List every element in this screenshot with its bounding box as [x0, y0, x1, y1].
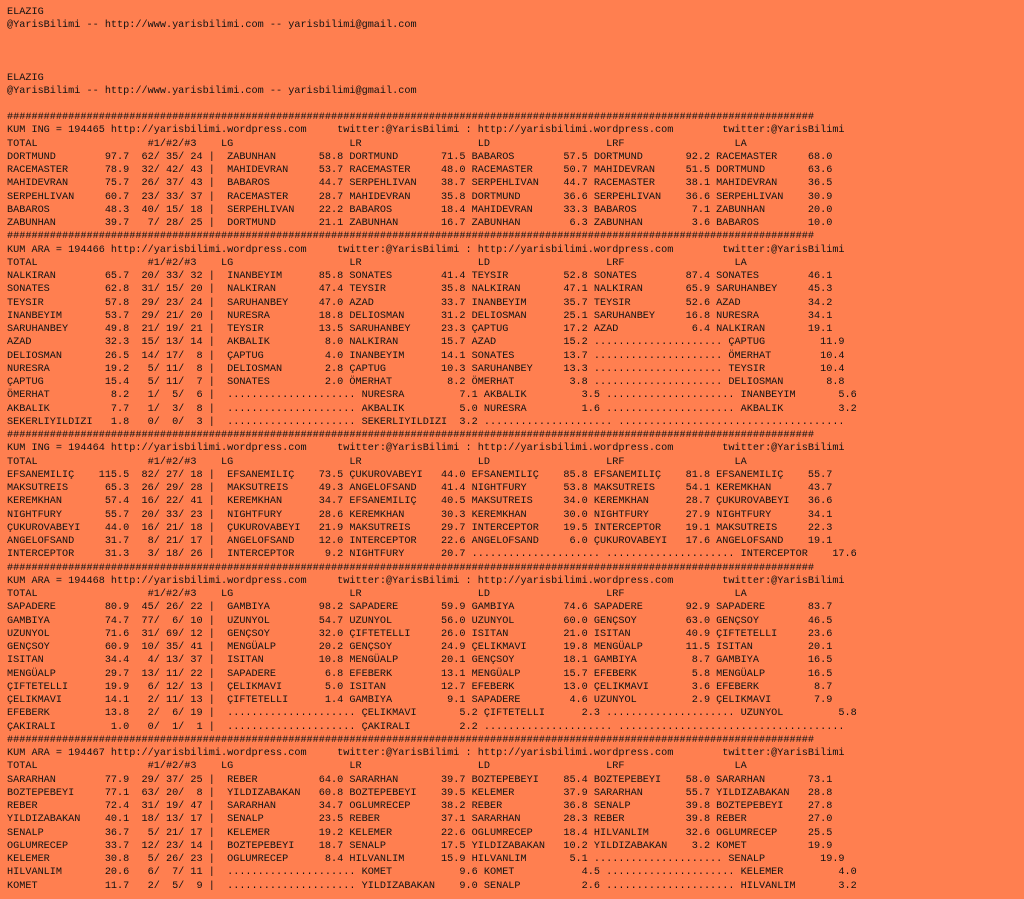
table-row: REBER 72.4 31/ 19/ 47 | SARARHAN 34.7 OGLUMRECEP 38.2 REBER 36.8 SENALP 39.8 BOZTEPEBEYI 27.8: [7, 801, 833, 812]
separator-line: ####################################################################################################################################: [7, 734, 814, 746]
column-header: TOTAL #1/#2/#3 LG LR LD LRF LA: [7, 138, 747, 150]
separator-line: ####################################################################################################################################: [7, 430, 814, 441]
table-row: NIGHTFURY 55.7 20/ 33/ 23 | NIGHTFURY 28.6 KEREMKHAN 30.3 KEREMKHAN 30.0 NIGHTFURY 27.9 NIGHTFURY 34.1: [7, 509, 833, 521]
table-row: GAMBIYA 74.7 77/ 6/ 10 | UZUNYOL 54.7 UZUNYOL 56.0 UZUNYOL 60.0 GENÇSOY 63.0 GENÇSOY 46.5: [7, 615, 833, 627]
table-row: SEKERLIYILDIZI 1.8 0/ 0/ 3 | ..................... SEKERLIYILDIZI 3.2 ..................... .....................................: [7, 416, 845, 428]
table-row: HILVANLIM 20.6 6/ 7/ 11 | ..................... KOMET 9.6 KOMET 4.5 ..................... KELEMER 4.0: [7, 867, 857, 879]
separator-line: ####################################################################################################################################: [7, 562, 814, 574]
race-header: KUM ARA = 194467 http://yarisbilimi.wordpress.com twitter:@YarisBilimi : http://yarisbilimi.wordpress.com twitter:@YarisBilimi: [7, 748, 845, 759]
table-row: MAHIDEVRAN 75.7 26/ 37/ 43 | BABAROS 44.7 SERPEHLIVAN 38.7 SERPEHLIVAN 44.7 RACEMASTER 38.1 MAHIDEVRAN 36.5: [7, 178, 833, 190]
table-row: INANBEYIM 53.7 29/ 21/ 20 | NURESRA 18.8 DELIOSMAN 31.2 DELIOSMAN 25.1 SARUHANBEY 16.8 NURESRA 34.1: [7, 310, 833, 322]
header-contact: @YarisBilimi -- http://www.yarisbilimi.com -- yarisbilimi@gmail.com: [7, 20, 417, 32]
race-header: KUM ING = 194464 http://yarisbilimi.wordpress.com twitter:@YarisBilimi : http://yarisbilimi.wordpress.com twitter:@YarisBilimi: [7, 443, 845, 455]
table-row: MENGÜALP 29.7 13/ 11/ 22 | SAPADERE 6.8 EFEBERK 13.1 MENGÜALP 15.7 EFEBERK 5.8 MENGÜALP 16.5: [7, 668, 833, 680]
column-header: TOTAL #1/#2/#3 LG LR LD LRF LA: [7, 257, 747, 269]
table-row: INTERCEPTOR 31.3 3/ 18/ 26 | INTERCEPTOR 9.2 NIGHTFURY 20.7 ..................... ..................... INTERCEPTOR 17.6: [7, 549, 857, 561]
table-row: NURESRA 19.2 5/ 11/ 8 | DELIOSMAN 2.8 ÇAPTUG 10.3 SARUHANBEY 13.3 ..................... TEYSIR 10.4: [7, 363, 845, 375]
table-row: DORTMUND 97.7 62/ 35/ 24 | ZABUNHAN 58.8 DORTMUND 71.5 BABAROS 57.5 DORTMUND 92.2 RACEMASTER 68.0: [7, 151, 833, 163]
column-header: TOTAL #1/#2/#3 LG LR LD LRF LA: [7, 456, 747, 468]
table-row: GENÇSOY 60.9 10/ 35/ 41 | MENGÜALP 20.2 GENÇSOY 24.9 ÇELIKMAVI 19.8 MENGÜALP 11.5 ISITAN 20.1: [7, 642, 833, 653]
table-row: AZAD 32.3 15/ 13/ 14 | AKBALIK 8.0 NALKIRAN 15.7 AZAD 15.2 ..................... ÇAPTUG 11.9: [7, 337, 845, 349]
table-row: SENALP 36.7 5/ 21/ 17 | KELEMER 19.2 KELEMER 22.6 OGLUMRECEP 18.4 HILVANLIM 32.6 OGLUMRECEP 25.5: [7, 827, 833, 839]
table-row: ISITAN 34.4 4/ 13/ 37 | ISITAN 10.8 MENGÜALP 20.1 GENÇSOY 18.1 GAMBIYA 8.7 GAMBIYA 16.5: [7, 655, 833, 667]
table-row: ÇIFTETELLI 19.9 6/ 12/ 13 | ÇELIKMAVI 5.0 ISITAN 12.7 EFEBERK 13.0 ÇELIKMAVI 3.6 EFEBERK 8.7: [7, 681, 833, 693]
column-header: TOTAL #1/#2/#3 LG LR LD LRF LA: [7, 761, 747, 773]
table-row: ÖMERHAT 8.2 1/ 5/ 6 | ..................... NURESRA 7.1 AKBALIK 3.5 ..................... INANBEYIM 5.6: [7, 390, 857, 402]
table-row: YILDIZABAKAN 40.1 18/ 13/ 17 | SENALP 23.5 REBER 37.1 SARARHAN 28.3 REBER 39.8 REBER 27.0: [7, 814, 833, 826]
results-table: [7, 124, 1024, 893]
table-row: ÇAPTUG 15.4 5/ 11/ 7 | SONATES 2.0 ÖMERHAT 8.2 ÖMERHAT 3.8 ..................... DELIOSMAN 8.8: [7, 377, 845, 388]
table-row: EFSANEMILIÇ 115.5 82/ 27/ 18 | EFSANEMILIÇ 73.5 ÇUKUROVABEYI 44.0 EFSANEMILIÇ 85.8 EFSANEMILIÇ 81.8 EFSANEMILIÇ 55.7: [7, 469, 833, 481]
separator-line: ####################################################################################################################################: [7, 231, 814, 243]
race-header: KUM ARA = 194466 http://yarisbilimi.wordpress.com twitter:@YarisBilimi : http://yarisbilimi.wordpress.com twitter:@YarisBilimi: [7, 244, 845, 256]
spacer: [7, 33, 1024, 72]
table-row: MAKSUTREIS 65.3 26/ 29/ 28 | MAKSUTREIS 49.3 ANGELOFSAND 41.4 NIGHTFURY 53.8 MAKSUTREIS 54.1 KEREMKHAN 43.7: [7, 483, 833, 494]
table-row: KEREMKHAN 57.4 16/ 22/ 41 | KEREMKHAN 34.7 EFSANEMILIÇ 40.5 MAKSUTREIS 34.0 KEREMKHAN 28.7 ÇUKUROVABEYI 36.6: [7, 496, 833, 508]
spacer: [7, 98, 1024, 111]
table-row: EFEBERK 13.8 2/ 6/ 19 | ..................... ÇELIKMAVI 5.2 ÇIFTETELLI 2.3 ..................... UZUNYOL 5.8: [7, 708, 857, 720]
table-row: DELIOSMAN 26.5 14/ 17/ 8 | ÇAPTUG 4.0 INANBEYIM 14.1 SONATES 13.7 ..................... ÖMERHAT 10.4: [7, 350, 845, 362]
table-row: RACEMASTER 78.9 32/ 42/ 43 | MAHIDEVRAN 53.7 RACEMASTER 48.0 RACEMASTER 50.7 MAHIDEVRAN 51.5 DORTMUND 63.6: [7, 165, 833, 176]
table-row: BOZTEPEBEYI 77.1 63/ 20/ 8 | YILDIZABAKAN 60.8 BOZTEPEBEYI 39.5 KELEMER 37.9 SARARHAN 55.7 YILDIZABAKAN 28.8: [7, 787, 833, 799]
table-row: AKBALIK 7.7 1/ 3/ 8 | ..................... AKBALIK 5.0 NURESRA 1.6 ..................... AKBALIK 3.2: [7, 403, 857, 415]
table-row: SONATES 62.8 31/ 15/ 20 | NALKIRAN 47.4 TEYSIR 35.8 NALKIRAN 47.1 NALKIRAN 65.9 SARUHANBEY 45.3: [7, 284, 833, 296]
separator-line: ####################################################################################################################################: [7, 112, 814, 123]
table-row: OGLUMRECEP 33.7 12/ 23/ 14 | BOZTEPEBEYI 18.7 SENALP 17.5 YILDIZABAKAN 10.2 YILDIZABAKAN 3.2 KOMET 19.9: [7, 840, 833, 852]
table-row: SARUHANBEY 49.8 21/ 19/ 21 | TEYSIR 13.5 SARUHANBEY 23.3 ÇAPTUG 17.2 AZAD 6.4 NALKIRAN 19.1: [7, 324, 833, 335]
table-row: KOMET 11.7 2/ 5/ 9 | ..................... YILDIZABAKAN 9.0 SENALP 2.6 ..................... HILVANLIM 3.2: [7, 880, 857, 892]
table-row: NALKIRAN 65.7 20/ 33/ 32 | INANBEYIM 85.8 SONATES 41.4 TEYSIR 52.8 SONATES 87.4 SONATES 46.1: [7, 271, 833, 282]
table-row: ÇAKIRALI 1.0 0/ 1/ 1 | ..................... ÇAKIRALI 2.2 ..................... .....................................: [7, 721, 845, 733]
table-row: SERPEHLIVAN 60.7 23/ 33/ 37 | RACEMASTER 28.7 MAHIDEVRAN 35.8 DORTMUND 36.6 SERPEHLIVAN 36.6 SERPEHLIVAN 30.9: [7, 191, 833, 203]
table-row: KELEMER 30.8 5/ 26/ 23 | OGLUMRECEP 8.4 HILVANLIM 15.9 HILVANLIM 5.1 ..................... SENALP 19.9: [7, 854, 845, 865]
table-row: ANGELOFSAND 31.7 8/ 21/ 17 | ANGELOFSAND 12.0 INTERCEPTOR 22.6 ANGELOFSAND 6.0 ÇUKUROVABEYI 17.6 ANGELOFSAND 19.1: [7, 536, 833, 547]
table-row: SARARHAN 77.9 29/ 37/ 25 | REBER 64.0 SARARHAN 39.7 BOZTEPEBEYI 85.4 BOZTEPEBEYI 58.0 SARARHAN 73.1: [7, 774, 833, 786]
table-row: SAPADERE 80.9 45/ 26/ 22 | GAMBIYA 98.2 SAPADERE 59.9 GAMBIYA 74.6 SAPADERE 92.9 SAPADERE 83.7: [7, 602, 833, 614]
table-row: TEYSIR 57.8 29/ 23/ 24 | SARUHANBEY 47.0 AZAD 33.7 INANBEYIM 35.7 TEYSIR 52.6 AZAD 34.2: [7, 297, 833, 309]
header-city-repeat: ELAZIG: [7, 72, 44, 84]
table-row: ÇELIKMAVI 14.1 2/ 11/ 13 | ÇIFTETELLI 1.4 GAMBIYA 9.1 SAPADERE 4.6 UZUNYOL 2.9 ÇELIKMAVI 7.9: [7, 695, 833, 706]
race-header: KUM ARA = 194468 http://yarisbilimi.wordpress.com twitter:@YarisBilimi : http://yarisbilimi.wordpress.com twitter:@YarisBilimi: [7, 575, 845, 587]
header-contact-repeat: @YarisBilimi -- http://www.yarisbilimi.com -- yarisbilimi@gmail.com: [7, 85, 417, 97]
table-row: ÇUKUROVABEYI 44.0 16/ 21/ 18 | ÇUKUROVABEYI 21.9 MAKSUTREIS 29.7 INTERCEPTOR 19.5 INTERCEPTOR 19.1 MAKSUTREIS 22.3: [7, 522, 833, 534]
header-city: ELAZIG: [7, 7, 44, 18]
table-row: BABAROS 48.3 40/ 15/ 18 | SERPEHLIVAN 22.2 BABAROS 18.4 MAHIDEVRAN 33.3 BABAROS 7.1 ZABUNHAN 20.0: [7, 204, 833, 216]
table-row: ZABUNHAN 39.7 7/ 28/ 25 | DORTMUND 21.1 ZABUNHAN 16.7 ZABUNHAN 6.3 ZABUNHAN 3.6 BABAROS 10.0: [7, 218, 833, 229]
race-header: KUM ING = 194465 http://yarisbilimi.wordpress.com twitter:@YarisBilimi : http://yarisbilimi.wordpress.com twitter:@YarisBilimi: [7, 125, 845, 137]
table-row: UZUNYOL 71.6 31/ 69/ 12 | GENÇSOY 32.0 ÇIFTETELLI 26.0 ISITAN 21.0 ISITAN 40.9 ÇIFTETELLI 23.6: [7, 628, 833, 640]
column-header: TOTAL #1/#2/#3 LG LR LD LRF LA: [7, 589, 747, 600]
